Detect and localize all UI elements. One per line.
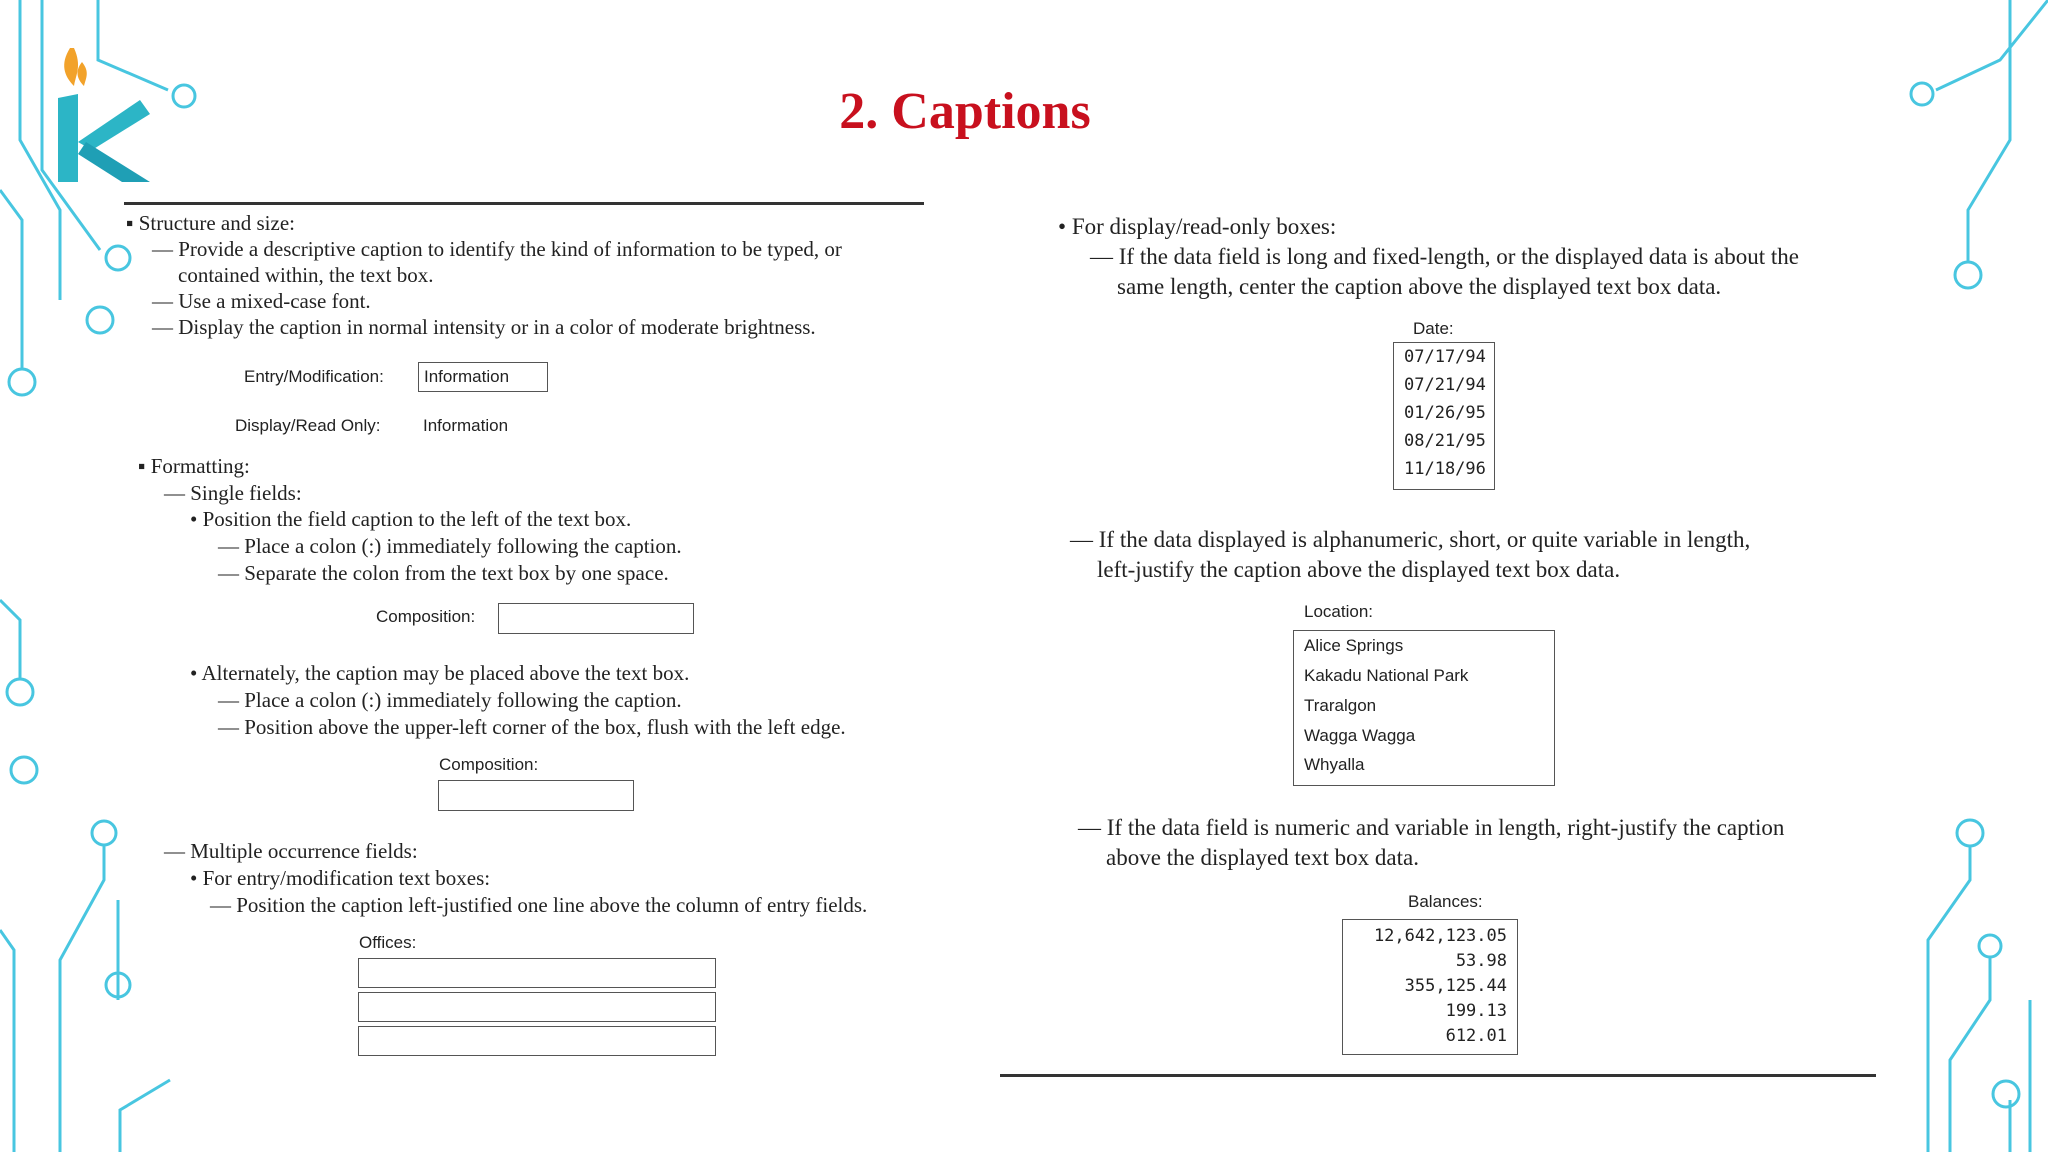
multiple-point-a: Position the caption left-justified one line above the column of entry fields. — [236, 893, 868, 917]
single-point-2: Alternately, the caption may be placed above the text box. — [201, 661, 690, 685]
display-value: Information — [423, 416, 509, 435]
left-rule-line2: left-justify the caption above the displayed text box data. — [1097, 557, 1621, 582]
entry-textbox-value: Information — [424, 367, 510, 386]
single-point-1: Position the field caption to the left of the text box. — [202, 507, 632, 531]
single-point-2b: Position above the upper-left corner of the box, flush with the left edge. — [244, 715, 846, 739]
structure-item: Provide a descriptive caption to identify the kind of information to be typed, or — [178, 237, 842, 261]
list-item: 08/21/95 — [1404, 431, 1486, 451]
entry-textbox[interactable] — [418, 362, 548, 392]
structure-heading: Structure and size: — [138, 211, 295, 235]
structure-item: Use a mixed-case font. — [178, 289, 371, 313]
list-item: Traralgon — [1304, 696, 1377, 715]
list-item: 12,642,123.05 — [1373, 926, 1507, 946]
structure-item: contained within, the text box. — [178, 263, 434, 287]
composition-caption-left: Composition: — [376, 607, 476, 626]
center-rule-line1: If the data field is long and fixed-length, or the displayed data is about the — [1118, 244, 1799, 269]
list-item: Wagga Wagga — [1304, 726, 1416, 745]
balances-listbox — [1342, 919, 1518, 1055]
right-bottom-divider — [1000, 1074, 1876, 1077]
list-item: 355,125.44 — [1404, 976, 1507, 996]
offices-textbox-3[interactable] — [358, 1026, 716, 1056]
left-top-divider — [124, 202, 924, 205]
list-item: Whyalla — [1304, 755, 1365, 774]
center-rule-line2: same length, center the caption above the displayed text box data. — [1117, 274, 1722, 299]
list-item: 07/21/94 — [1404, 375, 1486, 395]
location-listbox — [1293, 630, 1555, 786]
multiple-point: For entry/modification text boxes: — [202, 866, 491, 890]
single-fields-heading: Single fields: — [190, 481, 302, 505]
offices-textbox-2[interactable] — [358, 992, 716, 1022]
date-caption: Date: — [1413, 319, 1454, 338]
date-listbox — [1393, 342, 1495, 490]
list-item: Alice Springs — [1304, 636, 1404, 655]
list-item: 612.01 — [1445, 1026, 1507, 1046]
list-item: 199.13 — [1445, 1001, 1507, 1021]
composition-caption-above: Composition: — [439, 755, 539, 774]
composition-textbox-2[interactable] — [438, 780, 634, 811]
single-point-1b: Separate the colon from the text box by one space. — [244, 561, 669, 585]
multiple-fields-heading: Multiple occurrence fields: — [190, 839, 418, 863]
list-item: Kakadu National Park — [1304, 666, 1469, 685]
display-caption: Display/Read Only: — [235, 416, 381, 435]
list-item: 01/26/95 — [1404, 403, 1486, 423]
composition-textbox-1[interactable] — [498, 603, 694, 634]
formatting-heading: Formatting: — [150, 454, 250, 478]
display-heading: For display/read-only boxes: — [1071, 214, 1337, 239]
right-rule-line2: above the displayed text box data. — [1106, 845, 1419, 870]
entry-caption: Entry/Modification: — [244, 367, 384, 386]
offices-caption: Offices: — [359, 933, 417, 952]
slide-title: 2. Captions — [839, 83, 1091, 140]
single-point-2a: Place a colon (:) immediately following the caption. — [244, 688, 682, 712]
list-item: 53.98 — [1455, 951, 1507, 971]
single-point-1a: Place a colon (:) immediately following the caption. — [244, 534, 682, 558]
offices-textbox-1[interactable] — [358, 958, 716, 988]
left-rule-line1: If the data displayed is alphanumeric, short, or quite variable in length, — [1098, 527, 1751, 552]
list-item: 07/17/94 — [1404, 347, 1486, 367]
balances-caption: Balances: — [1408, 892, 1483, 911]
list-item: 11/18/96 — [1404, 459, 1486, 479]
right-rule-line1: If the data field is numeric and variable in length, right-justify the caption — [1106, 815, 1785, 840]
structure-item: Display the caption in normal intensity or in a color of moderate brightness. — [178, 315, 816, 339]
location-caption: Location: — [1304, 602, 1373, 621]
